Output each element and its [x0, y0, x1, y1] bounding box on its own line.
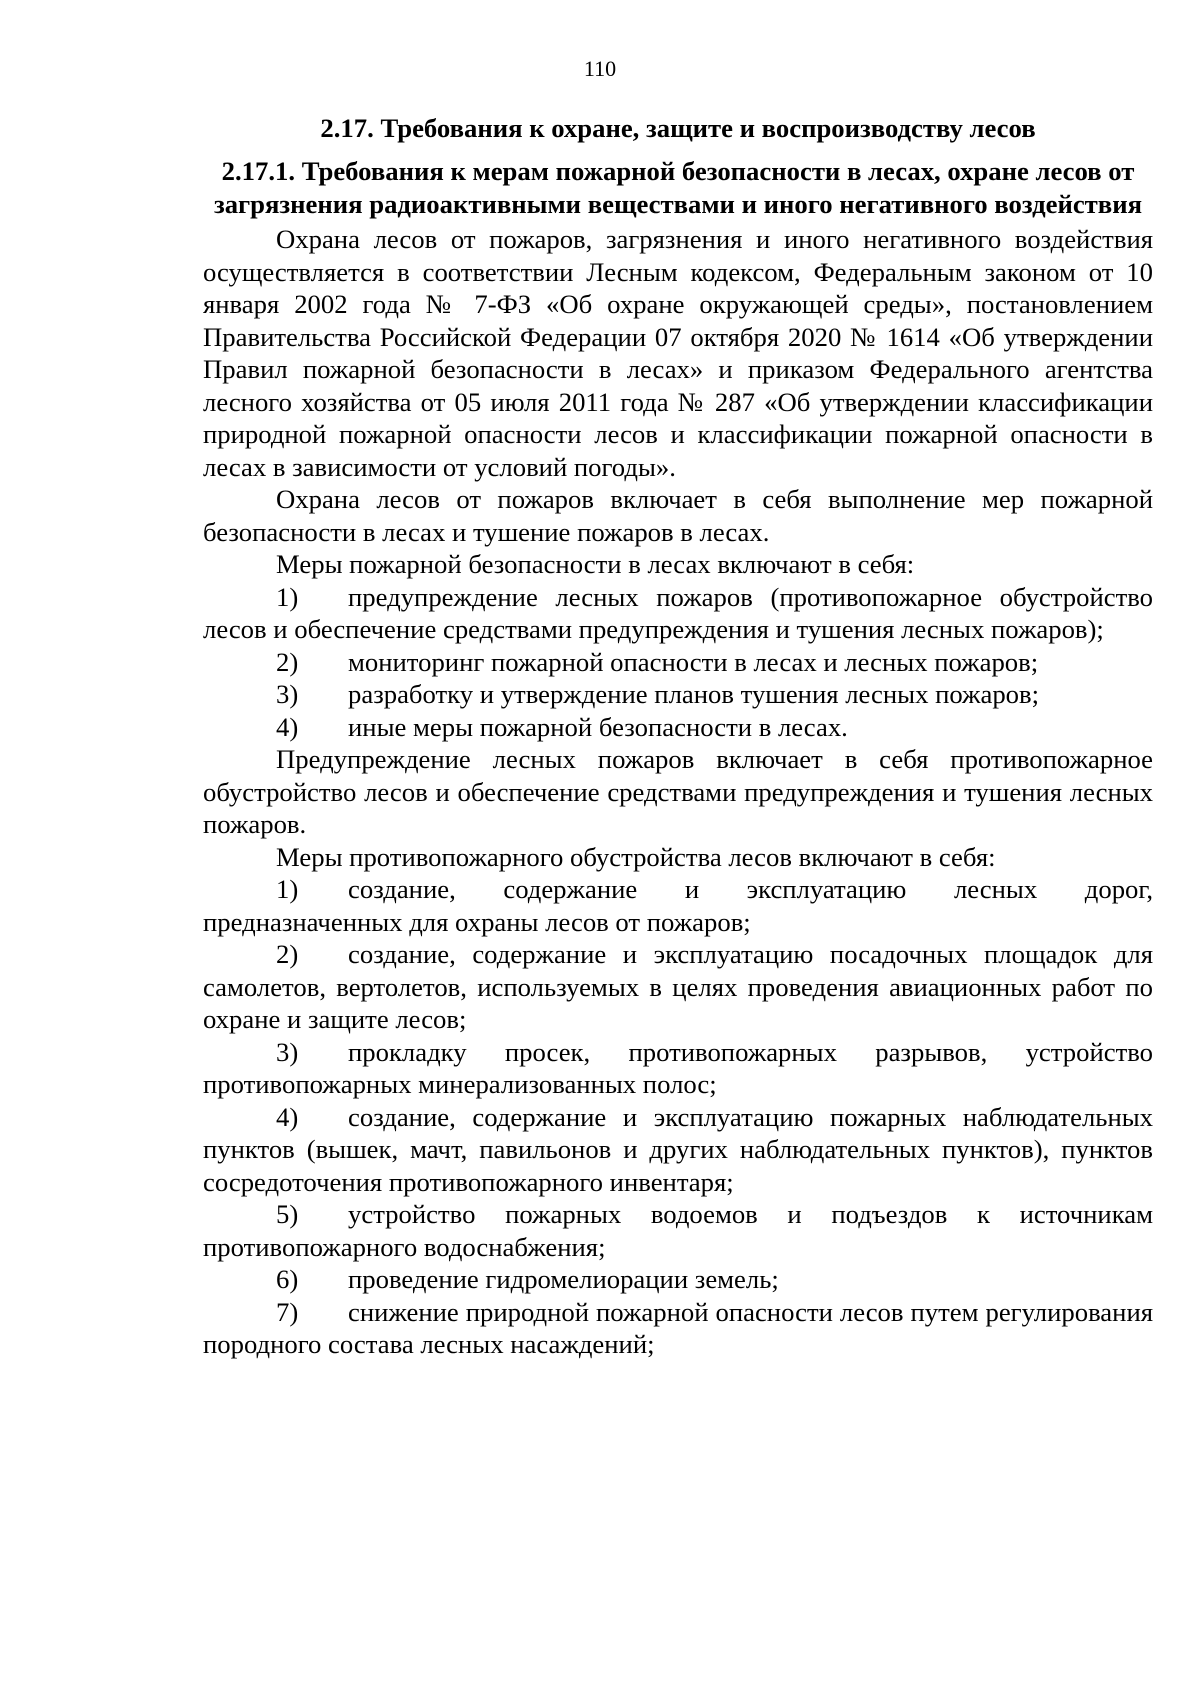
list-item-text: снижение природной пожарной опасности лесов путем регулирования породного состава лесных насаждений; [203, 1296, 1153, 1359]
paragraph-fire-infrastructure: Меры противопожарного обустройства лесов включают в себя: [276, 841, 996, 872]
list-item-text: создание, содержание и эксплуатацию посадочных площадок для самолетов, вертолетов, используемых в целях проведения авиационных работ по охране и защите лесов; [203, 939, 1153, 1034]
paragraph-fire-safety-measures: Меры пожарной безопасности в лесах включают в себя: [276, 549, 915, 579]
list-item [203, 1296, 1153, 1361]
list-item [203, 711, 1153, 744]
list-item [203, 938, 1153, 1036]
list-item [203, 678, 1153, 711]
paragraph-fire-protection: Охрана лесов от пожаров включает в себя выполнение мер пожарной безопасности в лесах и тушение пожаров в лесах. [203, 484, 1153, 547]
list-item [203, 581, 1153, 646]
list-item-number: 1) [276, 874, 299, 904]
list-item-number: 3) [276, 679, 299, 709]
page-number: 110 [583, 56, 617, 81]
list-item [203, 1036, 1153, 1101]
list-item [203, 1263, 1153, 1296]
list-item [203, 1198, 1153, 1263]
list-item-text: создание, содержание и эксплуатацию лесных дорог, предназначенных для охраны лесов от пожаров; [203, 874, 1153, 937]
list-item-number: 6) [276, 1264, 299, 1294]
paragraph-fire-prevention: Предупреждение лесных пожаров включает в себя противопожарное обустройство лесов и обеспечение средствами предупреждения и тушения лесных пожаров. [203, 744, 1153, 839]
paragraph-legal-basis: Охрана лесов от пожаров, загрязнения и иного негативного воздействия осуществляется в соответствии Лесным кодексом, Федеральным законом от 10 января 2002 года № 7-ФЗ «Об охране окружающей среды», постановлением Правительства Российской Федерации 07 октября 2020 № 1614 «Об утверждении Правил пожарной безопасности в лесах» и приказом Федерального агентства лесного хозяйства от 05 июля 2011 года № 287 «Об утверждении классификации природной пожарной опасности лесов и классификации пожарной опасности в лесах в зависимости от условий погоды». [203, 224, 1153, 482]
fire-safety-measures-list [203, 581, 1153, 744]
list-item-text: создание, содержание и эксплуатацию пожарных наблюдательных пунктов (вышек, мачт, павильонов и других наблюдательных пунктов), пунктов сосредоточения противопожарного инвентаря; [203, 1101, 1153, 1197]
list-item-number: 2) [276, 939, 299, 969]
list-item-text: мониторинг пожарной опасности в лесах и лесных пожаров; [348, 646, 1039, 677]
fire-infrastructure-list [203, 873, 1153, 1361]
list-item-text: прокладку просек, противопожарных разрывов, устройство противопожарных минерализованных полос; [203, 1036, 1153, 1099]
subsection-title: 2.17.1. Требования к мерам пожарной безопасности в лесах, охране лесов от загрязнения радиоактивными веществами и иного негативного воздействия [213, 156, 1143, 219]
list-item-number: 2) [276, 646, 299, 677]
list-item-number: 4) [276, 1101, 299, 1132]
list-item-number: 5) [276, 1199, 299, 1229]
list-item [203, 646, 1153, 679]
list-item-text: предупреждение лесных пожаров (противопожарное обустройство лесов и обеспечение средствами предупреждения и тушения лесных пожаров); [203, 581, 1153, 644]
list-item-number: 3) [276, 1036, 299, 1067]
list-item-number: 4) [276, 711, 299, 742]
section-title: 2.17. Требования к охране, защите и воспроизводству лесов [320, 113, 1036, 143]
list-item [203, 1101, 1153, 1199]
list-item-text: устройство пожарных водоемов и подъездов к источникам противопожарного водоснабжения; [203, 1199, 1153, 1262]
list-item [203, 873, 1153, 938]
list-item-number: 7) [276, 1296, 299, 1327]
list-item-text: разработку и утверждение планов тушения лесных пожаров; [348, 679, 1040, 709]
list-item-text: проведение гидромелиорации земель; [348, 1264, 779, 1294]
document-body [203, 112, 1153, 1361]
list-item-text: иные меры пожарной безопасности в лесах. [348, 711, 848, 742]
list-item-number: 1) [276, 581, 299, 612]
